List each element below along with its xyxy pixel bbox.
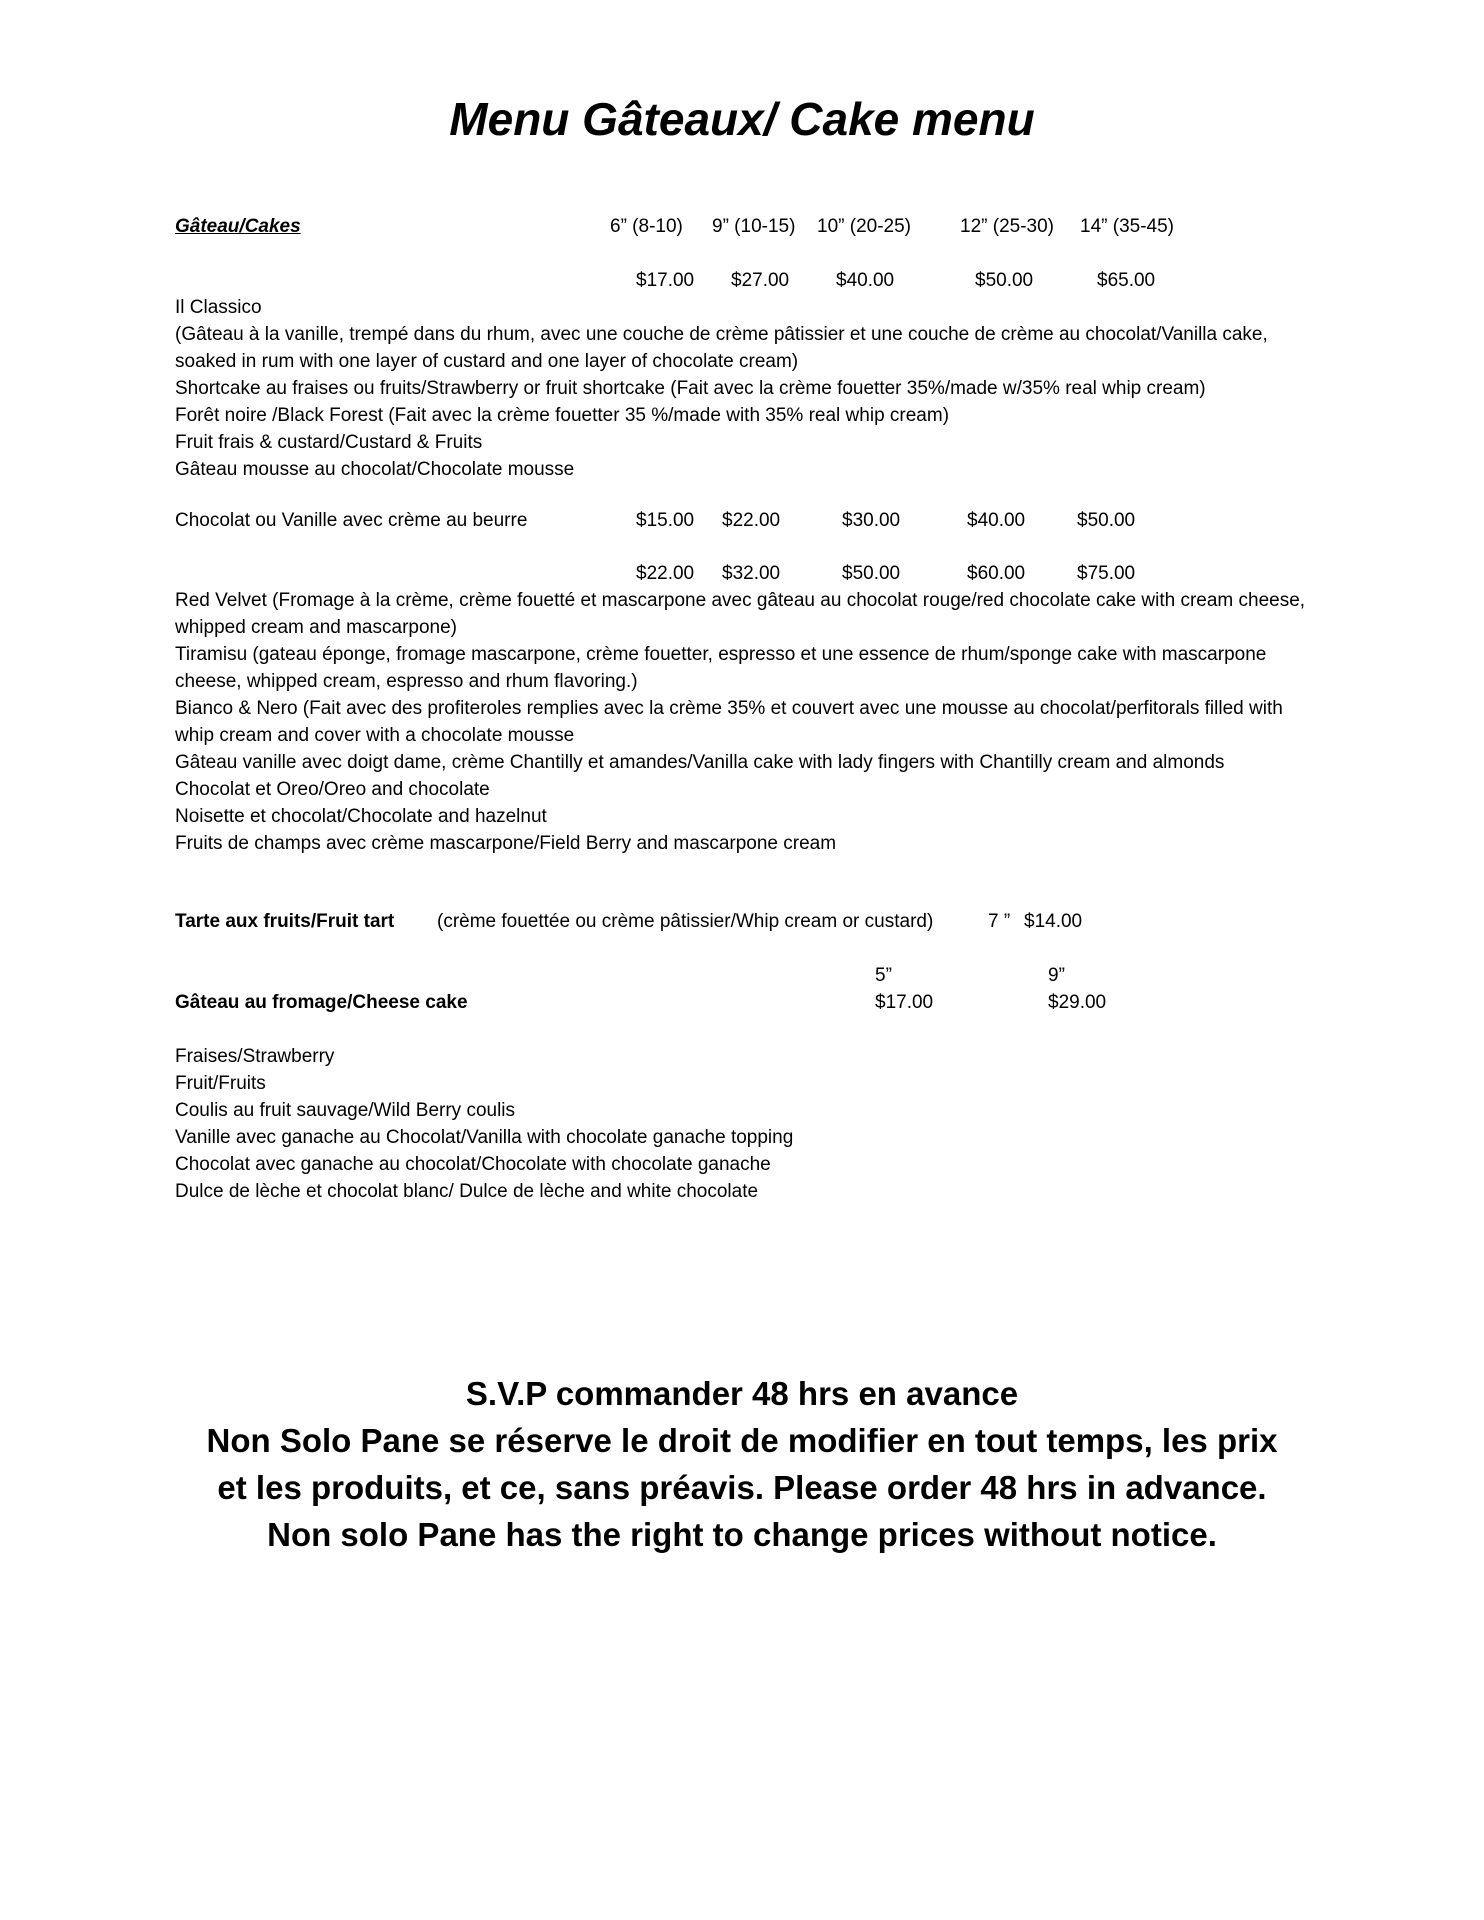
- list-item: Chocolat et Oreo/Oreo and chocolate: [175, 779, 490, 800]
- cake-group-2: [175, 587, 1315, 857]
- price-cell: $40.00: [967, 510, 1026, 531]
- list-item: Tiramisu (gateau éponge, fromage mascarpone, crème fouetter, espresso et une essence de rhum/sponge cake with mascarpone cheese, whipped cream, espresso and rhum flavoring.): [175, 644, 1267, 692]
- list-item: Shortcake au fraises ou fruits/Strawberry or fruit shortcake (Fait avec la crème fouetter 35%/made w/35% real whip cream): [175, 378, 1206, 399]
- size-header: 9” (10-15): [712, 216, 796, 237]
- cheesecake-price: $29.00: [1048, 992, 1107, 1013]
- notice-line: Non Solo Pane se réserve le droit de modifier en tout temps, les prix: [206, 1422, 1278, 1459]
- cheesecake-size: 9”: [1048, 965, 1065, 986]
- butter-cream-label: Chocolat ou Vanille avec crème au beurre: [175, 510, 528, 531]
- list-item: Fraises/Strawberry: [175, 1046, 335, 1067]
- price-cell: $30.00: [842, 510, 901, 531]
- price-cell: $15.00: [636, 510, 695, 531]
- list-item: Il Classico: [175, 297, 262, 318]
- notice-line: et les produits, et ce, sans préavis. Please order 48 hrs in advance.: [217, 1469, 1267, 1506]
- fruit-tart-size: 7 ”: [988, 911, 1011, 932]
- notice-line: Non solo Pane has the right to change prices without notice.: [267, 1516, 1217, 1553]
- price-cell: $22.00: [636, 563, 695, 584]
- order-notice: [0, 1370, 1484, 1558]
- page-title: Menu Gâteaux/ Cake menu: [449, 93, 1035, 145]
- list-item: Gâteau mousse au chocolat/Chocolate mousse: [175, 459, 575, 480]
- list-item: Coulis au fruit sauvage/Wild Berry coulis: [175, 1100, 516, 1121]
- cakes-heading: Gâteau/Cakes: [175, 216, 301, 237]
- price-cell: $65.00: [1097, 270, 1156, 291]
- list-item: Vanille avec ganache au Chocolat/Vanilla with chocolate ganache topping: [175, 1127, 794, 1148]
- cheesecake-flavors: [175, 1043, 1315, 1205]
- cheesecake-label: Gâteau au fromage/Cheese cake: [175, 992, 468, 1013]
- price-cell: $75.00: [1077, 563, 1136, 584]
- cheesecake-price: $17.00: [875, 992, 934, 1013]
- size-header: 6” (8-10): [610, 216, 683, 237]
- fruit-tart-label: Tarte aux fruits/Fruit tart: [175, 911, 395, 932]
- size-header: 10” (20-25): [817, 216, 911, 237]
- list-item: Fruit frais & custard/Custard & Fruits: [175, 432, 483, 453]
- list-item: Fruit/Fruits: [175, 1073, 266, 1094]
- list-item: Forêt noire /Black Forest (Fait avec la crème fouetter 35 %/made with 35% real whip cream): [175, 405, 950, 426]
- list-item: Red Velvet (Fromage à la crème, crème fouetté et mascarpone avec gâteau au chocolat rouge/red chocolate cake with cream cheese, whipped cream and mascarpone): [175, 590, 1306, 638]
- price-cell: $40.00: [836, 270, 895, 291]
- price-cell: $50.00: [975, 270, 1034, 291]
- list-item: (Gâteau à la vanille, trempé dans du rhum, avec une couche de crème pâtissier et une couche de crème au chocolat/Vanilla cake, soaked in rum with one layer of custard and one layer of chocolate cream): [175, 324, 1268, 372]
- size-header: 14” (35-45): [1080, 216, 1174, 237]
- price-cell: $17.00: [636, 270, 695, 291]
- list-item: Dulce de lèche et chocolat blanc/ Dulce de lèche and white chocolate: [175, 1181, 759, 1202]
- price-cell: $32.00: [722, 563, 781, 584]
- cheesecake-size: 5”: [875, 965, 892, 986]
- list-item: Bianco & Nero (Fait avec des profiteroles remplies avec la crème 35% et couvert avec une mousse au chocolat/perfitorals filled with whip cream and cover with a chocolate mousse: [175, 698, 1283, 746]
- list-item: Gâteau vanille avec doigt dame, crème Chantilly et amandes/Vanilla cake with lady fingers with Chantilly cream and almonds: [175, 752, 1225, 773]
- price-cell: $27.00: [731, 270, 790, 291]
- price-cell: $50.00: [842, 563, 901, 584]
- price-cell: $22.00: [722, 510, 781, 531]
- list-item: Fruits de champs avec crème mascarpone/Field Berry and mascarpone cream: [175, 833, 837, 854]
- notice-line: S.V.P commander 48 hrs en avance: [465, 1375, 1019, 1412]
- fruit-tart-desc: (crème fouettée ou crème pâtissier/Whip cream or custard): [437, 911, 934, 932]
- price-cell: $50.00: [1077, 510, 1136, 531]
- list-item: Chocolat avec ganache au chocolat/Chocolate with chocolate ganache: [175, 1154, 771, 1175]
- size-header: 12” (25-30): [960, 216, 1054, 237]
- fruit-tart-price: $14.00: [1024, 911, 1083, 932]
- price-cell: $60.00: [967, 563, 1026, 584]
- cake-group-1: [175, 294, 1315, 483]
- list-item: Noisette et chocolat/Chocolate and hazelnut: [175, 806, 547, 827]
